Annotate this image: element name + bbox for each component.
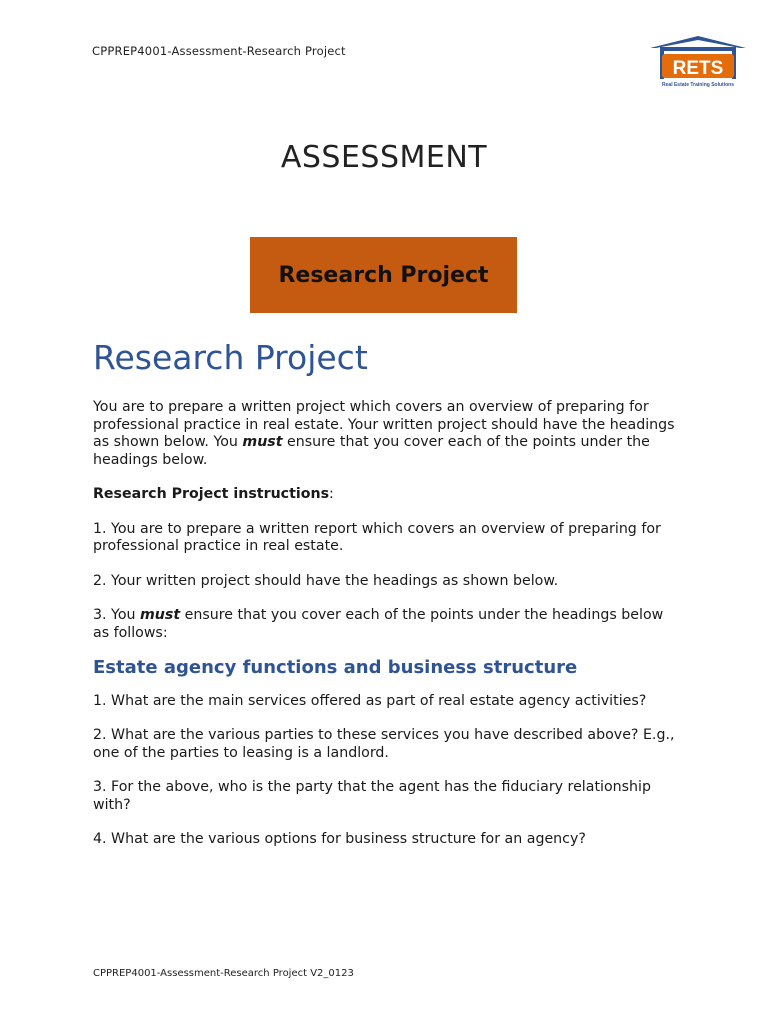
section-title: Research Project <box>93 338 368 377</box>
logo-text: RETS <box>672 58 724 79</box>
house-roof-icon <box>648 34 748 90</box>
instruction-item-2: 2. Your written project should have the headings as shown below. <box>93 572 559 589</box>
question-item: 1. What are the main services offered as part of real estate agency activities? <box>93 692 647 709</box>
intro-paragraph: You are to prepare a written project which covers an overview of preparing for professional practice in real estate. Your written project should have the headings as shown below. You must ensure that you cover each of the points under the headings below. <box>93 399 675 468</box>
rets-logo <box>648 34 748 90</box>
research-project-banner <box>250 237 517 313</box>
instruction-item-1: 1. You are to prepare a written report which covers an overview of preparing for professional practice in real estate. <box>93 520 661 554</box>
logo-tagline: Real Estate Training Solutions <box>662 82 734 88</box>
question-item: 3. For the above, who is the party that the agent has the fiduciary relationship with? <box>93 779 651 813</box>
question-item: 2. What are the various parties to these services you have described above? E.g., one of the parties to leasing is a landlord. <box>93 727 675 761</box>
document-footer: CPPREP4001-Assessment-Research Project V2_0123 <box>93 968 354 979</box>
subheading-agency-functions: Estate agency functions and business structure <box>93 657 578 678</box>
banner-label: Research Project <box>278 262 489 288</box>
instructions-heading: Research Project instructions: <box>93 486 334 502</box>
assessment-title: ASSESSMENT <box>280 140 488 175</box>
instruction-item-3: 3. You must ensure that you cover each of the points under the headings below as follows: <box>93 607 664 641</box>
document-body <box>93 399 683 866</box>
document-header: CPPREP4001-Assessment-Research Project <box>92 44 346 58</box>
question-item: 4. What are the various options for business structure for an agency? <box>93 831 586 847</box>
